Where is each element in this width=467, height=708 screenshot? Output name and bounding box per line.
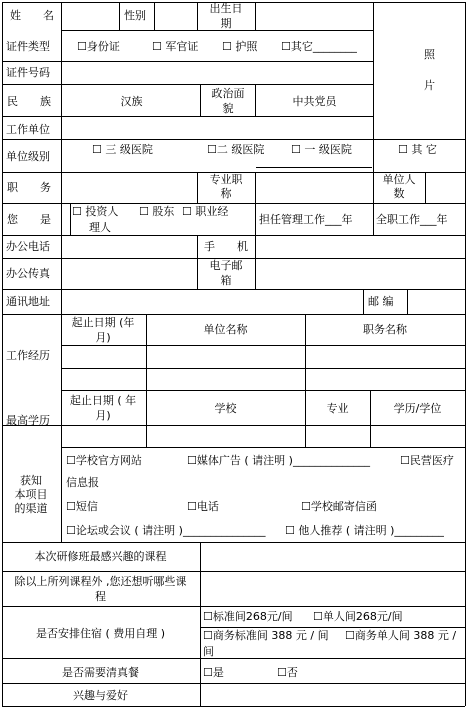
channel-option-media[interactable]: ☐媒体广告 ( 请注明 )______________	[187, 454, 370, 467]
wh-header-title: 职务名称	[363, 323, 407, 336]
checkbox-icon: ☐	[182, 205, 196, 218]
checkbox-icon: ☐	[313, 610, 323, 623]
halal-option-no[interactable]: ☐否	[277, 666, 298, 679]
label-other-courses-2: 程	[95, 590, 106, 603]
grid-line-h	[2, 706, 465, 707]
checkbox-icon: ☐	[277, 666, 287, 679]
label-address: 通讯地址	[6, 295, 50, 308]
checkbox-icon: ☐	[345, 629, 355, 642]
political-value[interactable]: 中共党员	[292, 95, 337, 108]
address-field[interactable]	[63, 290, 361, 313]
label-you-are: 您 是	[7, 213, 51, 226]
label-postcode: 邮 编	[368, 295, 394, 308]
gender-field[interactable]	[156, 3, 197, 29]
email-field[interactable]	[256, 259, 464, 288]
checkbox-icon: ☐	[187, 500, 197, 513]
label-halal: 是否需要清真餐	[62, 666, 139, 679]
channel-option-forum[interactable]: ☐论坛或会议 ( 请注明 )_______________	[66, 524, 266, 537]
grid-line-v	[154, 2, 155, 30]
checkbox-icon: ☐	[398, 143, 412, 156]
edu-header-period-1: 起止日期 ( 年	[69, 394, 137, 407]
checkbox-icon: ☐	[207, 143, 217, 156]
label-employer: 工作单位	[6, 123, 50, 136]
wh-header-unit: 单位名称	[203, 323, 248, 336]
label-email-1: 电子邮	[209, 259, 243, 272]
grid-line-h	[2, 606, 465, 607]
label-mgmt-years[interactable]: 担任管理工作___年	[259, 213, 353, 226]
wh-header-period-1: 起止日期 (年	[71, 316, 135, 329]
grid-line-h	[2, 139, 465, 140]
position-field[interactable]	[63, 173, 196, 202]
halal-option-yes[interactable]: ☐是	[203, 666, 224, 679]
edu-header-school: 学校	[214, 402, 237, 415]
label-education: 最高学历	[6, 414, 50, 427]
checkbox-icon: ☐	[285, 524, 299, 537]
label-political-2: 貌	[222, 102, 234, 115]
level-option-2[interactable]: ☐二 级医院	[207, 143, 265, 156]
grid-line-h	[61, 368, 465, 369]
interest-course-field[interactable]	[200, 543, 464, 570]
label-hobbies: 兴趣与爱好	[73, 689, 128, 702]
grid-line-v	[61, 2, 62, 542]
label-ethnicity: 民 族	[7, 95, 51, 108]
label-lodging: 是否安排住宿 ( 费用自理 )	[35, 627, 166, 640]
wh-header-period-2: 月)	[95, 331, 111, 344]
checkbox-icon: ☐	[203, 629, 213, 642]
grid-line-h	[61, 447, 465, 448]
lodging-option-single[interactable]: ☐单人间268元/间	[313, 610, 403, 623]
channel-option-website[interactable]: ☐学校官方网站	[66, 454, 142, 467]
edu-header-period-2: 月)	[95, 409, 111, 422]
checkbox-icon: ☐	[139, 205, 153, 218]
checkbox-icon: ☐	[203, 610, 213, 623]
office-phone-field[interactable]	[63, 236, 196, 257]
grid-line-v	[363, 289, 364, 314]
grid-line-h	[2, 84, 373, 85]
grid-line-h	[2, 425, 465, 426]
grid-line-v	[465, 2, 466, 706]
channel-option-phone[interactable]: ☐电话	[187, 500, 219, 513]
label-id-number: 证件号码	[6, 66, 50, 79]
grid-line-h	[200, 627, 465, 628]
edu-header-major: 专业	[326, 402, 349, 415]
role-option-3[interactable]: ☐ 职业经	[182, 205, 229, 218]
label-gender: 性别	[124, 9, 146, 22]
label-unit-staff-2: 数	[393, 187, 405, 200]
label-fulltime-years[interactable]: 全职工作___年	[376, 213, 448, 226]
channel-option-mail[interactable]: ☐学校邮寄信函	[301, 500, 377, 513]
checkbox-icon: ☐	[152, 40, 166, 53]
employer-field[interactable]	[63, 117, 372, 138]
grid-line-v	[370, 390, 371, 447]
photo-label-2: 片	[424, 79, 435, 92]
grid-line-v	[305, 390, 306, 447]
hobbies-field[interactable]	[200, 684, 464, 706]
label-interest-course: 本次研修班最感兴趣的课程	[34, 550, 167, 563]
label-email-2: 箱	[220, 274, 232, 287]
label-id-type: 证件类型	[6, 40, 50, 53]
label-prof-title-2: 称	[220, 187, 232, 200]
grid-line-v	[119, 2, 120, 30]
birth-date-field[interactable]	[256, 3, 372, 29]
level-option-1[interactable]: ☐ 三 级医院	[92, 143, 153, 156]
photo-label-1: 照	[424, 48, 435, 61]
role-option-2[interactable]: ☐ 股东	[139, 205, 175, 218]
checkbox-icon: ☐	[72, 205, 86, 218]
label-other-courses-1: 除以上所列课程外 ,您还想听哪些课	[14, 575, 187, 588]
label-name: 姓 名	[10, 9, 54, 22]
checkbox-icon: ☐	[92, 143, 106, 156]
label-channel-3: 的渠道	[14, 502, 48, 515]
ethnicity-value[interactable]: 汉族	[120, 95, 143, 108]
label-birth-date-1: 出生日	[209, 2, 243, 15]
grid-line-v	[70, 203, 71, 235]
level-option-4[interactable]: ☐ 其 它	[398, 143, 437, 156]
mobile-field[interactable]	[256, 236, 464, 257]
office-fax-field[interactable]	[63, 259, 196, 288]
lodging-option-biz-standard[interactable]: ☐商务标准间 388 元 / 间	[203, 629, 329, 642]
role-option-3-cont: 理人	[89, 221, 111, 234]
label-unit-level: 单位级别	[6, 150, 50, 163]
other-level-underline[interactable]	[256, 167, 372, 168]
id-option-2[interactable]: ☐ 军官证	[152, 40, 199, 53]
grid-line-h	[61, 345, 465, 346]
checkbox-icon: ☐	[400, 454, 410, 467]
channel-option-private-news[interactable]: ☐民营医疗	[400, 454, 454, 467]
label-prof-title-1: 专业职	[209, 173, 243, 186]
checkbox-icon: ☐	[77, 40, 87, 53]
id-option-4[interactable]: ☐其它________	[281, 40, 357, 53]
channel-option-private-news-cont: 信息报	[66, 476, 99, 489]
level-option-3[interactable]: ☐ 一 级医院	[291, 143, 352, 156]
grid-line-v	[200, 84, 201, 116]
lodging-option-biz-single[interactable]: ☐商务单人间 388 元 /	[345, 629, 457, 642]
unit-staff-field[interactable]	[426, 173, 464, 202]
grid-line-v	[255, 203, 256, 235]
checkbox-icon: ☐	[66, 524, 76, 537]
postcode-field[interactable]	[408, 290, 464, 313]
checkbox-icon: ☐	[222, 40, 236, 53]
label-unit-staff-1: 单位人	[382, 173, 416, 186]
name-field[interactable]	[63, 3, 118, 29]
checkbox-icon: ☐	[301, 500, 311, 513]
id-option-1[interactable]: ☐身份证	[77, 40, 120, 53]
label-channel-2: 本项目	[14, 488, 48, 501]
id-option-3[interactable]: ☐ 护照	[222, 40, 258, 53]
channel-option-referral[interactable]: ☐ 他人推荐 ( 请注明 )_________	[285, 524, 444, 537]
checkbox-icon: ☐	[203, 666, 213, 679]
lodging-option-standard[interactable]: ☐标准间268元/间	[203, 610, 293, 623]
checkbox-icon: ☐	[281, 40, 291, 53]
label-office-fax: 办公传真	[6, 267, 50, 280]
label-political-1: 政治面	[211, 87, 245, 100]
label-position: 职 务	[7, 181, 51, 194]
label-office-phone: 办公电话	[6, 240, 50, 253]
grid-line-h	[61, 30, 373, 31]
label-channel-1: 获知	[20, 474, 42, 487]
lodging-option-biz-single-cont: 间	[203, 645, 214, 658]
channel-option-sms[interactable]: ☐短信	[66, 500, 98, 513]
id-number-field[interactable]	[63, 62, 372, 83]
label-work-history: 工作经历	[6, 349, 50, 362]
photo-box[interactable]	[374, 3, 464, 138]
edu-header-degree: 学历/学位	[393, 402, 442, 415]
role-option-1[interactable]: ☐ 投资人	[72, 205, 119, 218]
grid-line-h	[2, 203, 465, 204]
other-courses-field[interactable]	[200, 572, 464, 605]
label-mobile: 手 机	[204, 240, 248, 253]
grid-line-v	[373, 203, 374, 235]
grid-line-h	[2, 658, 465, 659]
checkbox-icon: ☐	[291, 143, 305, 156]
label-birth-date-2: 期	[220, 17, 232, 30]
checkbox-icon: ☐	[66, 454, 76, 467]
prof-title-field[interactable]	[256, 173, 372, 202]
grid-line-h	[2, 314, 465, 315]
checkbox-icon: ☐	[187, 454, 197, 467]
grid-line-h	[61, 390, 465, 391]
checkbox-icon: ☐	[66, 500, 76, 513]
